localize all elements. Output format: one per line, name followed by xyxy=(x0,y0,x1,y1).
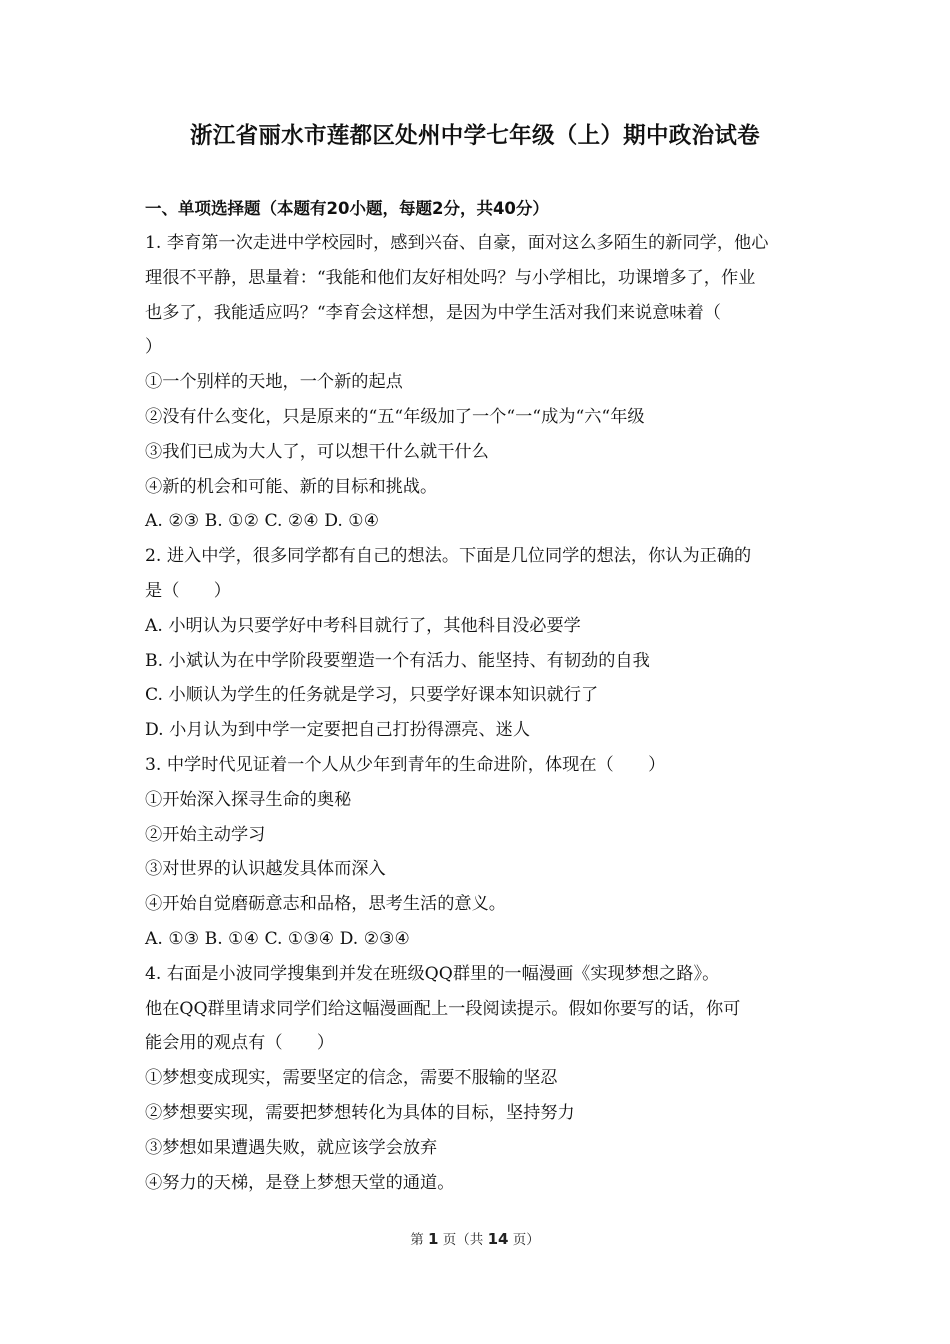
page-footer xyxy=(0,1228,950,1248)
footer-prefix: 第 xyxy=(410,1232,424,1248)
text-line: ①一个别样的天地，一个新的起点 xyxy=(145,372,403,393)
text-line: ①开始深入探寻生命的奥秘 xyxy=(145,789,352,810)
text-line: C. 小顺认为学生的任务就是学习，只要学好课本知识就行了 xyxy=(145,685,599,706)
text-line: 3. 中学时代见证着一个人从少年到青年的生命进阶，体现在（ ） xyxy=(145,754,666,775)
text-line: ④新的机会和可能、新的目标和挑战。 xyxy=(145,476,438,497)
text-line: A. ①③ B. ①④ C. ①③④ D. ②③④ xyxy=(145,928,410,949)
section-heading: 一、单项选择题（本题有20小题，每题2分，共40分） xyxy=(145,199,549,218)
text-line: 能会用的观点有（ ） xyxy=(145,1033,335,1054)
footer-total-pages: 14 xyxy=(487,1230,509,1248)
text-line: B. 小斌认为在中学阶段要塑造一个有活力、能坚持、有韧劲的自我 xyxy=(145,650,650,671)
text-line: ④努力的天梯，是登上梦想天堂的通道。 xyxy=(145,1172,455,1193)
text-line: 是（ ） xyxy=(145,580,231,601)
text-line: 也多了，我能适应吗？“李育会这样想，是因为中学生活对我们来说意味着（ xyxy=(145,302,721,323)
footer-suffix: 页） xyxy=(512,1232,540,1248)
text-line: ②没有什么变化，只是原来的“五“年级加了一个“一“成为“六“年级 xyxy=(145,406,645,427)
text-line: 理很不平静，思量着：“我能和他们友好相处吗？与小学相比，功课增多了，作业 xyxy=(145,267,756,288)
text-line: 1. 李育第一次走进中学校园时，感到兴奋、自豪，面对这么多陌生的新同学，他心 xyxy=(145,233,769,253)
footer-page-number: 1 xyxy=(428,1230,439,1248)
text-line: A. 小明认为只要学好中考科目就行了，其他科目没必要学 xyxy=(145,615,581,636)
text-line: 他在QQ群里请求同学们给这幅漫画配上一段阅读提示。假如你要写的话，你可 xyxy=(145,998,741,1019)
text-line: 4. 右面是小波同学搜集到并发在班级QQ群里的一幅漫画《实现梦想之路》。 xyxy=(145,963,720,984)
text-line: ①梦想变成现实，需要坚定的信念，需要不服输的坚忍 xyxy=(145,1068,558,1089)
text-line: ②梦想要实现，需要把梦想转化为具体的目标，坚持努力 xyxy=(145,1102,575,1123)
text-line: ） xyxy=(145,337,163,358)
footer-middle: 页（共 xyxy=(442,1232,484,1248)
document-body xyxy=(145,192,815,1200)
text-line: ②开始主动学习 xyxy=(145,824,266,845)
text-line: D. 小月认为到中学一定要把自己打扮得漂亮、迷人 xyxy=(145,720,531,741)
text-line: A. ②③ B. ①② C. ②④ D. ①④ xyxy=(145,511,380,532)
text-line: ④开始自觉磨砺意志和品格，思考生活的意义。 xyxy=(145,894,506,915)
question-lines xyxy=(145,226,815,1200)
page-title: 浙江省丽水市莲都区处州中学七年级（上）期中政治试卷 xyxy=(189,123,760,149)
text-line: ③我们已成为大人了，可以想干什么就干什么 xyxy=(145,441,489,462)
text-line: ③对世界的认识越发具体而深入 xyxy=(145,859,386,880)
text-line: ③梦想如果遭遇失败，就应该学会放弃 xyxy=(145,1137,438,1158)
text-line: 2. 进入中学，很多同学都有自己的想法。下面是几位同学的想法，你认为正确的 xyxy=(145,546,752,567)
